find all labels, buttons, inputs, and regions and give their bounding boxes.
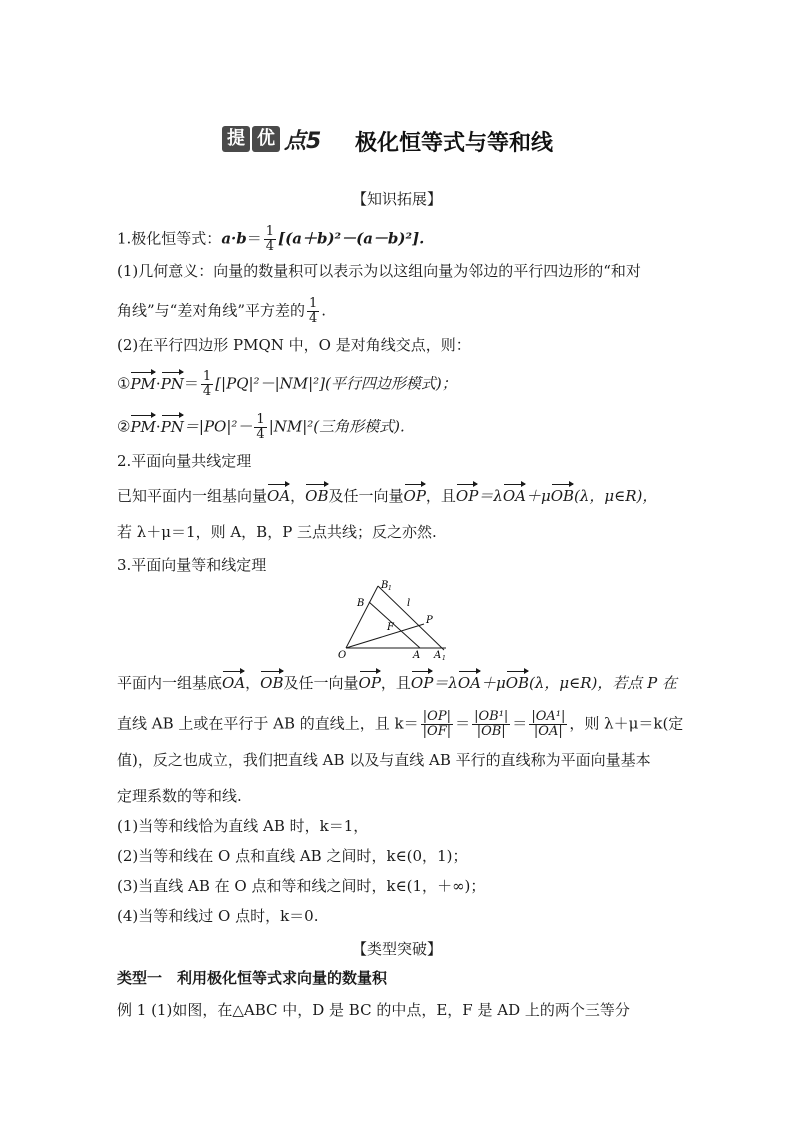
- label-b1: B: [381, 580, 389, 591]
- text: (λ，μ∈R)，: [574, 487, 658, 505]
- frac-den: |OA|: [533, 724, 563, 739]
- circle-two: ②: [117, 417, 131, 436]
- label-o: O: [338, 650, 347, 661]
- vector-op: OP: [410, 674, 434, 692]
- parallelogram-line: (2)在平行四边形 PMQN 中，O 是对角线交点，则：: [117, 336, 471, 354]
- fraction-quarter-3: [201, 370, 213, 399]
- text: ＋μ: [525, 487, 551, 505]
- label-a1: A: [434, 650, 442, 661]
- text: 直线 AB 上或在平行于 AB 的直线上，且 k＝: [117, 714, 419, 733]
- collinear-theorem-line1: [117, 486, 657, 506]
- equisum-figure: [338, 578, 456, 662]
- dot: ·: [155, 417, 161, 436]
- text: ，: [290, 487, 306, 505]
- label-a: A: [413, 650, 421, 661]
- circle-one: ①: [117, 374, 131, 393]
- frac-num: |OP|: [421, 710, 453, 725]
- frac-num: 1: [309, 296, 318, 311]
- polarization-head: 1.极化恒等式：: [117, 229, 222, 248]
- page-title: [0, 122, 794, 162]
- frac-num: |OB¹|: [474, 709, 509, 724]
- fraction-ob1-ob: [472, 710, 510, 739]
- label-l: l: [407, 598, 411, 609]
- equisum-case3: (3)当直线 AB 在 O 点和等和线之间时，k∈(1，＋∞)；: [117, 877, 486, 895]
- type1-heading: 类型一 利用极化恒等式求向量的数量积: [117, 969, 388, 987]
- text: 平面内一组基底: [117, 674, 223, 692]
- text: ＝: [512, 714, 528, 733]
- label-a1-sub: 1: [442, 655, 446, 662]
- polarization-identity-line: [117, 225, 424, 254]
- vector-ob: OB: [550, 487, 575, 505]
- vector-op: OP: [403, 487, 426, 505]
- equisum-case4: (4)当等和线过 O 点时，k＝0.: [117, 907, 319, 925]
- triangle-mode-b: |NM|²(三角形模式).: [268, 417, 405, 436]
- vector-pn: PN: [160, 374, 184, 393]
- vector-op: OP: [358, 674, 381, 692]
- frac-den: 4: [256, 427, 265, 442]
- eq-sign: ＝: [246, 229, 262, 248]
- equisum-case2: (2)当等和线在 O 点和直线 AB 之间时，k∈(0，1)；: [117, 847, 468, 865]
- text: 已知平面内一组基向量: [117, 487, 268, 505]
- vector-oa: OA: [502, 487, 526, 505]
- text: ，且: [380, 674, 411, 692]
- geometric-meaning-line1: (1)几何意义：向量的数量积可以表示为以这组向量为邻边的平行四边形的“和对: [117, 262, 641, 280]
- geometric-meaning-line2: [117, 297, 326, 326]
- dot: ·: [155, 374, 161, 393]
- equisum-line3: 值)，反之也成立，我们把直线 AB 以及与直线 AB 平行的直线称为平面向量基本: [117, 751, 651, 769]
- frac-num: 1: [256, 412, 265, 427]
- period: .: [321, 301, 327, 320]
- vector-op: OP: [455, 487, 479, 505]
- equisum-line1: [117, 673, 677, 693]
- frac-den: |OB|: [476, 724, 506, 739]
- parallelogram-mode-formula: [117, 370, 457, 399]
- equisum-line2: [117, 710, 683, 739]
- label-b1-sub: 1: [388, 585, 392, 592]
- text: ＝λ: [478, 487, 503, 505]
- text: ＝λ: [433, 674, 458, 692]
- example1-text: 例 1 (1)如图，在△ABC 中，D 是 BC 的中点，E，F 是 AD 上的两个三等分: [117, 1001, 630, 1019]
- frac-den: |OF|: [422, 724, 452, 739]
- geometric-meaning-text: 角线”与“差对角线”平方差的: [117, 301, 306, 320]
- frac-num: 1: [202, 369, 212, 384]
- vector-oa: OA: [222, 674, 246, 692]
- fraction-quarter: [264, 225, 276, 254]
- equisum-line4: 定理系数的等和线.: [117, 787, 242, 805]
- vector-pn: PN: [160, 417, 184, 436]
- text: ，且: [425, 487, 456, 505]
- frac-den: 4: [309, 311, 318, 326]
- fraction-oa1-oa: [529, 710, 567, 739]
- equisum-theorem-head: 3.平面向量等和线定理: [117, 556, 267, 574]
- formula-ab: a·b: [221, 229, 247, 248]
- title-badge-you: 优: [252, 126, 280, 152]
- section-knowledge: 【知识拓展】: [351, 190, 442, 208]
- collinear-theorem-line2: 若 λ＋μ＝1，则 A，B，P 三点共线；反之亦然.: [117, 523, 437, 541]
- label-b: B: [357, 598, 365, 609]
- title-point-number: 点5: [284, 129, 322, 154]
- text: 及任一向量: [328, 487, 404, 505]
- vector-ob: OB: [260, 674, 284, 692]
- fraction-op-of: [421, 710, 453, 739]
- equisum-case1: (1)当等和线恰为直线 AB 时，k＝1，: [117, 817, 369, 835]
- title-main-text: 极化恒等式与等和线: [355, 131, 554, 156]
- text: (λ，μ∈R)，若点 P 在: [529, 674, 678, 692]
- line-ab: [369, 602, 420, 648]
- line-op: [346, 624, 424, 648]
- fraction-quarter-2: [307, 297, 319, 326]
- triangle-mode-formula: [117, 413, 405, 442]
- frac-num: 1: [265, 224, 275, 239]
- label-p: P: [426, 615, 433, 626]
- section-types: 【类型突破】: [351, 940, 442, 958]
- formula-rest: [(a＋b)²－(a－b)²].: [278, 229, 425, 248]
- frac-den: 4: [202, 384, 212, 399]
- text: ＋μ: [480, 674, 506, 692]
- vector-ob: OB: [305, 487, 329, 505]
- text: 及任一向量: [283, 674, 359, 692]
- triangle-mode-a: ＝|PO|²－: [183, 417, 253, 436]
- vector-pm: PM: [130, 417, 156, 436]
- title-badge-ti: 提: [222, 126, 250, 152]
- collinear-theorem-head: 2.平面向量共线定理: [117, 452, 252, 470]
- vector-oa: OA: [267, 487, 291, 505]
- fraction-quarter-4: [254, 413, 266, 442]
- label-f: F: [387, 622, 394, 633]
- frac-den: 4: [265, 239, 275, 254]
- text: ＝: [455, 714, 471, 733]
- parallelogram-mode-text: [|PQ|²－|NM|²](平行四边形模式)；: [215, 374, 457, 393]
- text: ，则 λ＋μ＝k(定: [569, 714, 684, 733]
- vector-ob: OB: [505, 674, 530, 692]
- frac-num: |OA¹|: [531, 709, 566, 724]
- vector-oa: OA: [457, 674, 481, 692]
- text: ，: [245, 674, 261, 692]
- vector-pm: PM: [130, 374, 156, 393]
- line-ob1: [346, 586, 378, 648]
- eq-sign: ＝: [183, 374, 199, 393]
